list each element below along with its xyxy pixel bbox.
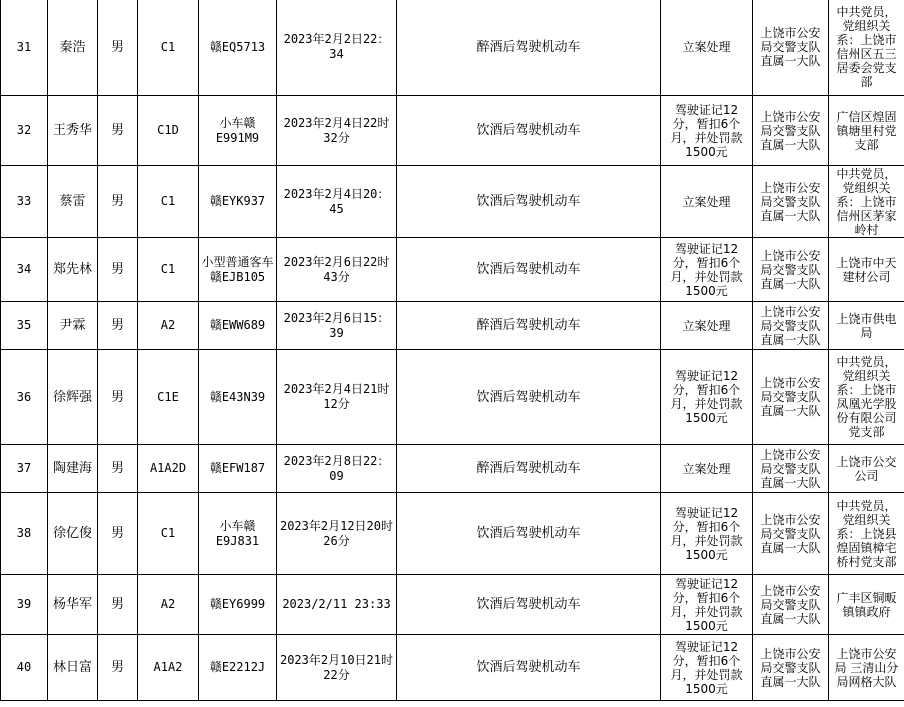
table-row bbox=[1, 0, 904, 96]
offense-description: 醉酒后驾驶机动车 bbox=[397, 302, 661, 350]
vehicle-plate: 小车赣E991M9 bbox=[199, 96, 277, 166]
punishment: 立案处理 bbox=[661, 445, 753, 493]
driver-sex: 男 bbox=[98, 445, 138, 493]
violation-time: 2023年2月2日22：34 bbox=[277, 0, 397, 96]
violation-time: 2023年2月6日22时43分 bbox=[277, 238, 397, 302]
license-class: A1A2 bbox=[138, 635, 199, 701]
punishment: 立案处理 bbox=[661, 302, 753, 350]
license-class: C1D bbox=[138, 96, 199, 166]
enforcement-unit: 上饶市公安局交警支队直属一大队 bbox=[753, 493, 829, 575]
license-class: C1 bbox=[138, 493, 199, 575]
driver-name: 秦浩 bbox=[48, 0, 98, 96]
offense-description: 饮酒后驾驶机动车 bbox=[397, 350, 661, 445]
table-row bbox=[1, 445, 904, 493]
table-body bbox=[1, 0, 904, 701]
driver-sex: 男 bbox=[98, 166, 138, 238]
enforcement-unit: 上饶市公安局交警支队直属一大队 bbox=[753, 445, 829, 493]
affiliation: 上饶市中天建材公司 bbox=[829, 238, 904, 302]
table-row bbox=[1, 493, 904, 575]
punishment: 驾驶证记12分，暂扣6个月，并处罚款1500元 bbox=[661, 350, 753, 445]
vehicle-plate: 小型普通客车赣EJB105 bbox=[199, 238, 277, 302]
row-number: 34 bbox=[1, 238, 48, 302]
offense-description: 饮酒后驾驶机动车 bbox=[397, 238, 661, 302]
vehicle-plate: 赣EWW689 bbox=[199, 302, 277, 350]
row-number: 39 bbox=[1, 575, 48, 635]
row-number: 32 bbox=[1, 96, 48, 166]
affiliation: 中共党员，党组织关系：上饶市信州区五三居委会党支部 bbox=[829, 0, 904, 96]
driver-sex: 男 bbox=[98, 493, 138, 575]
license-class: A2 bbox=[138, 575, 199, 635]
vehicle-plate: 赣EY6999 bbox=[199, 575, 277, 635]
table-row bbox=[1, 575, 904, 635]
punishment: 驾驶证记12分，暂扣6个月，并处罚款1500元 bbox=[661, 96, 753, 166]
vehicle-plate: 赣EYK937 bbox=[199, 166, 277, 238]
driver-sex: 男 bbox=[98, 302, 138, 350]
driver-sex: 男 bbox=[98, 635, 138, 701]
driver-name: 林日富 bbox=[48, 635, 98, 701]
row-number: 37 bbox=[1, 445, 48, 493]
row-number: 38 bbox=[1, 493, 48, 575]
driver-sex: 男 bbox=[98, 238, 138, 302]
offense-description: 醉酒后驾驶机动车 bbox=[397, 445, 661, 493]
violation-time: 2023年2月4日22时32分 bbox=[277, 96, 397, 166]
driver-sex: 男 bbox=[98, 96, 138, 166]
driver-name: 徐亿俊 bbox=[48, 493, 98, 575]
license-class: C1E bbox=[138, 350, 199, 445]
violation-time: 2023年2月4日20：45 bbox=[277, 166, 397, 238]
punishment: 驾驶证记12分，暂扣6个月，并处罚款1500元 bbox=[661, 635, 753, 701]
driver-name: 杨华军 bbox=[48, 575, 98, 635]
table-row bbox=[1, 96, 904, 166]
driver-name: 陶建海 bbox=[48, 445, 98, 493]
vehicle-plate: 赣E2212J bbox=[199, 635, 277, 701]
vehicle-plate: 赣E43N39 bbox=[199, 350, 277, 445]
punishment: 立案处理 bbox=[661, 0, 753, 96]
driver-name: 尹霖 bbox=[48, 302, 98, 350]
punishment: 驾驶证记12分，暂扣6个月，并处罚款1500元 bbox=[661, 493, 753, 575]
violation-time: 2023年2月8日22：09 bbox=[277, 445, 397, 493]
affiliation: 广信区煌固镇塘里村党支部 bbox=[829, 96, 904, 166]
enforcement-unit: 上饶市公安局交警支队直属一大队 bbox=[753, 575, 829, 635]
enforcement-unit: 上饶市公安局交警支队直属一大队 bbox=[753, 635, 829, 701]
affiliation: 上饶市供电局 bbox=[829, 302, 904, 350]
affiliation: 中共党员，党组织关系：上饶县煌固镇樟宅桥村党支部 bbox=[829, 493, 904, 575]
table-row bbox=[1, 350, 904, 445]
driver-name: 蔡雷 bbox=[48, 166, 98, 238]
affiliation: 上饶市公交公司 bbox=[829, 445, 904, 493]
driver-name: 王秀华 bbox=[48, 96, 98, 166]
row-number: 35 bbox=[1, 302, 48, 350]
table-row bbox=[1, 635, 904, 701]
driver-name: 郑先林 bbox=[48, 238, 98, 302]
vehicle-plate: 小车赣E9J831 bbox=[199, 493, 277, 575]
enforcement-unit: 上饶市公安局交警支队直属一大队 bbox=[753, 302, 829, 350]
row-number: 40 bbox=[1, 635, 48, 701]
enforcement-unit: 上饶市公安局交警支队直属一大队 bbox=[753, 0, 829, 96]
violation-time: 2023/2/11 23:33 bbox=[277, 575, 397, 635]
violation-time: 2023年2月4日21时12分 bbox=[277, 350, 397, 445]
affiliation: 广丰区铜畈镇镇政府 bbox=[829, 575, 904, 635]
violation-time: 2023年2月12日20时26分 bbox=[277, 493, 397, 575]
driver-sex: 男 bbox=[98, 0, 138, 96]
punishment: 立案处理 bbox=[661, 166, 753, 238]
offense-description: 饮酒后驾驶机动车 bbox=[397, 166, 661, 238]
punishment: 驾驶证记12分，暂扣6个月，并处罚款1500元 bbox=[661, 238, 753, 302]
punishment: 驾驶证记12分，暂扣6个月，并处罚款1500元 bbox=[661, 575, 753, 635]
table-row bbox=[1, 238, 904, 302]
affiliation: 上饶市公安局 三清山分局网格大队 bbox=[829, 635, 904, 701]
vehicle-plate: 赣EQ5713 bbox=[199, 0, 277, 96]
offense-description: 饮酒后驾驶机动车 bbox=[397, 575, 661, 635]
driver-sex: 男 bbox=[98, 350, 138, 445]
affiliation: 中共党员，党组织关系：上饶市凤凰光学股份有限公司党支部 bbox=[829, 350, 904, 445]
offense-description: 饮酒后驾驶机动车 bbox=[397, 96, 661, 166]
enforcement-unit: 上饶市公安局交警支队直属一大队 bbox=[753, 350, 829, 445]
license-class: A2 bbox=[138, 302, 199, 350]
table-row bbox=[1, 166, 904, 238]
enforcement-unit: 上饶市公安局交警支队直属一大队 bbox=[753, 96, 829, 166]
affiliation: 中共党员，党组织关系：上饶市信州区茅家岭村 bbox=[829, 166, 904, 238]
row-number: 36 bbox=[1, 350, 48, 445]
driver-sex: 男 bbox=[98, 575, 138, 635]
row-number: 33 bbox=[1, 166, 48, 238]
vehicle-plate: 赣EFW187 bbox=[199, 445, 277, 493]
violation-time: 2023年2月10日21时22分 bbox=[277, 635, 397, 701]
row-number: 31 bbox=[1, 0, 48, 96]
table-row bbox=[1, 302, 904, 350]
offense-description: 醉酒后驾驶机动车 bbox=[397, 0, 661, 96]
offense-description: 饮酒后驾驶机动车 bbox=[397, 635, 661, 701]
violation-time: 2023年2月6日15：39 bbox=[277, 302, 397, 350]
enforcement-unit: 上饶市公安局交警支队直属一大队 bbox=[753, 166, 829, 238]
license-class: C1 bbox=[138, 166, 199, 238]
license-class: A1A2D bbox=[138, 445, 199, 493]
license-class: C1 bbox=[138, 238, 199, 302]
license-class: C1 bbox=[138, 0, 199, 96]
offense-description: 饮酒后驾驶机动车 bbox=[397, 493, 661, 575]
enforcement-unit: 上饶市公安局交警支队直属一大队 bbox=[753, 238, 829, 302]
driver-name: 徐辉强 bbox=[48, 350, 98, 445]
